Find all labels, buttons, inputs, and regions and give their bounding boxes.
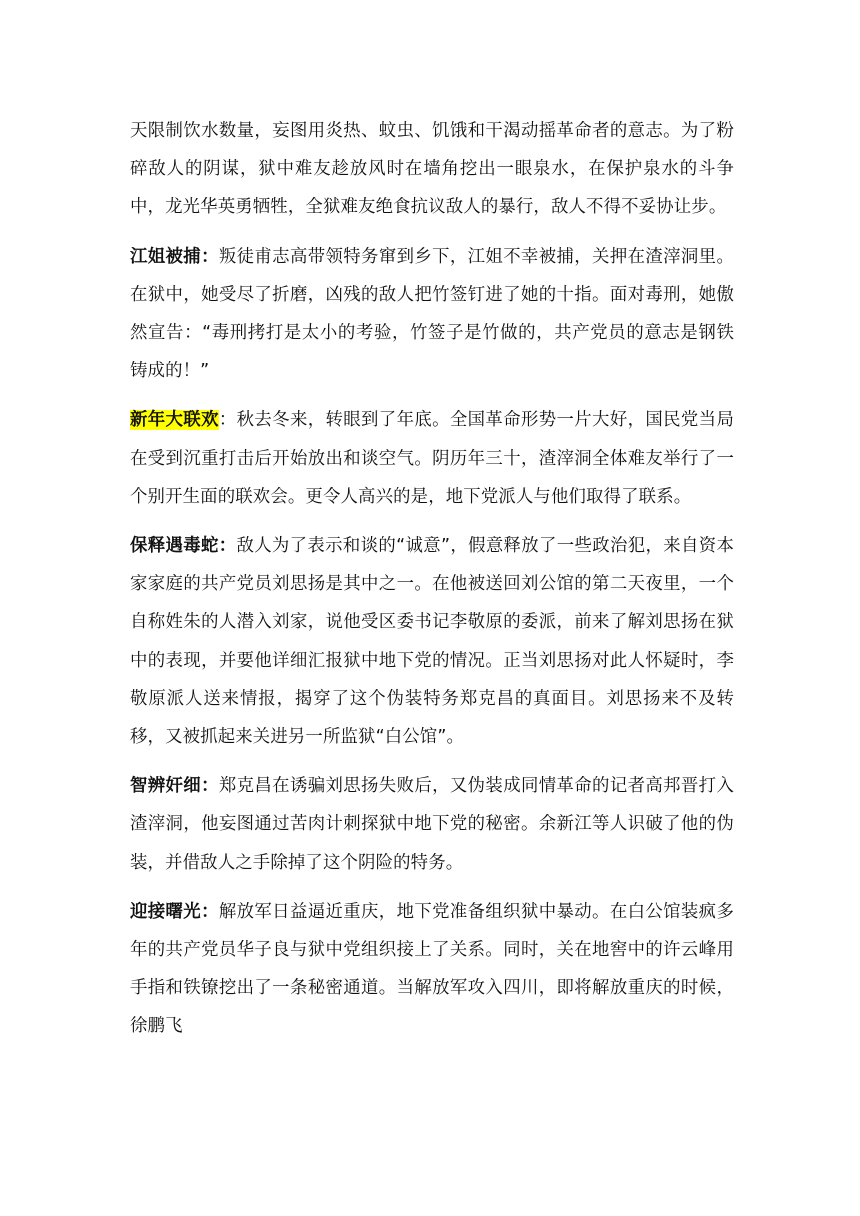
paragraph-heading: 保释遇毒蛇：: [130, 536, 237, 557]
document-page: [130, 112, 734, 1057]
paragraph-text: 解放军日益逼近重庆，地下党准备组织狱中暴动。在白公馆装疯多年的共产党员华子良与狱中党组织接上了关系。同时，关在地窖中的许云峰用手指和铁镣挖出了一条秘密通道。当解放军攻入四川，即将解放重庆的时候，徐鹏飞: [130, 901, 734, 1037]
paragraph-heading-highlighted: 新年大联欢: [130, 410, 219, 431]
paragraph-text: 郑克昌在诱骗刘思扬失败后，又伪装成同情革命的记者高邦晋打入渣滓洞，他妄图通过苦肉计刺探狱中地下党的秘密。余新江等人识破了他的伪装，并借敌人之手除掉了这个阴险的特务。: [130, 776, 734, 873]
paragraph-text: 敌人为了表示和谈的“诚意”，假意释放了一些政治犯，来自资本家家庭的共产党员刘思扬是其中之一。在他被送回刘公馆的第二天夜里，一个自称姓朱的人潜入刘家，说他受区委书记李敬原的委派，前来了解刘思扬在狱中的表现，并要他详细汇报狱中地下党的情况。正当刘思扬对此人怀疑时，李敬原派人送来情报，揭穿了这个伪装特务郑克昌的真面目。刘思扬来不及转移，又被抓起来关进另一所监狱“白公馆”。: [130, 536, 734, 748]
paragraph-prison-spring: [130, 112, 734, 227]
paragraph-new-year-party: [130, 401, 734, 516]
paragraph-text: ：秋去冬来，转眼到了年底。全国革命形势一片大好，国民党当局在受到沉重打击后开始放出和谈空气。阴历年三十，渣滓洞全体难友举行了一个别开生面的联欢会。更令人高兴的是，地下党派人与他们取得了联系。: [130, 410, 734, 507]
paragraph-text: 天限制饮水数量，妄图用炎热、蚊虫、饥饿和干渴动摇革命者的意志。为了粉碎敌人的阴谋，狱中难友趁放风时在墙角挖出一眼泉水，在保护泉水的斗争中，龙光华英勇牺牲，全狱难友绝食抗议敌人的暴行，敌人不得不妥协让步。: [130, 121, 734, 218]
paragraph-heading: 江姐被捕：: [130, 246, 219, 267]
paragraph-heading: 智辨奸细：: [130, 776, 219, 797]
paragraph-sister-jiang-arrested: [130, 238, 734, 391]
paragraph-identify-spy: [130, 767, 734, 882]
paragraph-bail-meets-snake: [130, 527, 734, 756]
paragraph-welcome-dawn: [130, 893, 734, 1046]
paragraph-text: 叛徒甫志高带领特务窜到乡下，江姐不幸被捕，关押在渣滓洞里。在狱中，她受尽了折磨，凶残的敌人把竹签钉进了她的十指。面对毒刑，她傲然宣告：“毒刑拷打是太小的考验，竹签子是竹做的，共产党员的意志是钢铁铸成的！”: [130, 246, 734, 382]
paragraph-heading: 迎接曙光：: [130, 901, 219, 922]
